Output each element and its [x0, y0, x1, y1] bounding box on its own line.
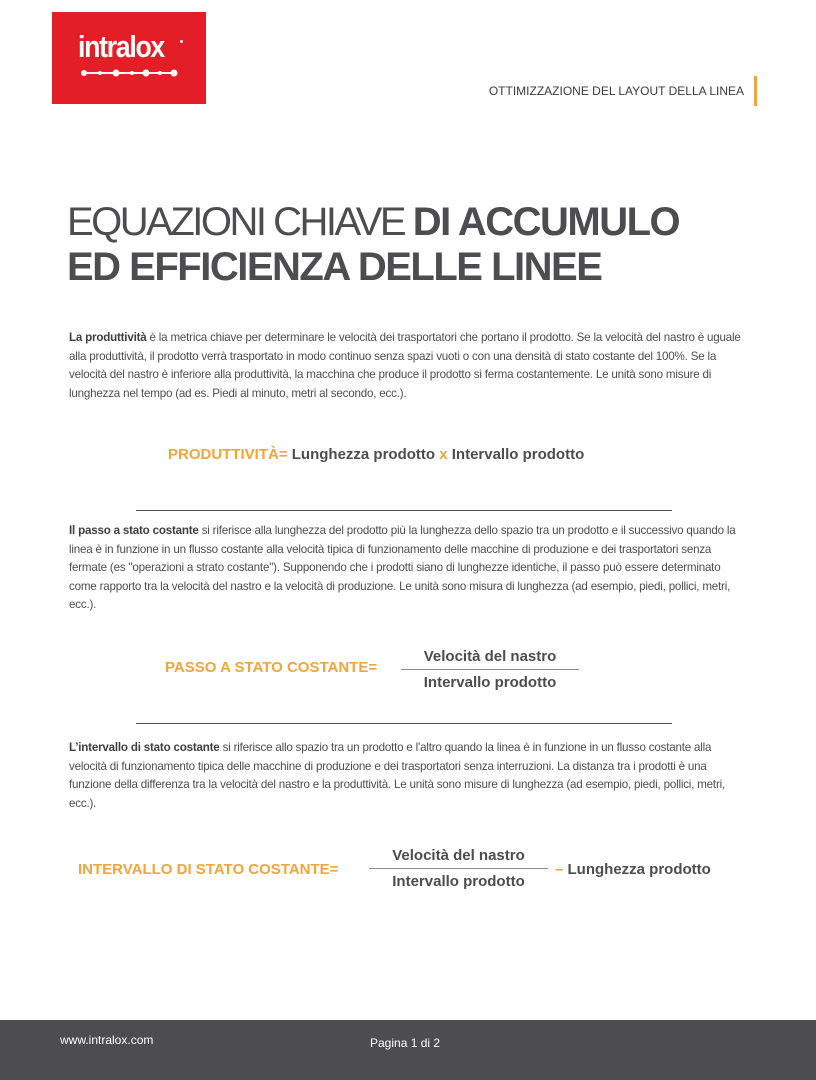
- paragraph-body: si riferisce alla lunghezza del prodotto più la lunghezza dello spazio tra un prodotto e il successivo quando la linea è in funzione in un flusso costante alla velocità tipica di funzionamento delle macchine di produzione e dei trasportatori senza fermate (es "operazioni a strato costante"). Supponendo che i prodotti siano di lunghezze identiche, il passo può essere determinato come rapporto tra la velocità del nastro e la velocità di produzione. Le unità sono misura di lunghezza (ad esempio, piedi, pollici, metri, ecc.).: [69, 524, 736, 611]
- pitch-fraction: [401, 648, 579, 691]
- interval-equation-tail: [555, 861, 711, 878]
- fraction-numerator: Velocità del nastro: [392, 847, 525, 864]
- equation-term: Lunghezza prodotto: [563, 861, 711, 878]
- title-light: EQUAZIONI CHIAVE: [67, 200, 413, 244]
- productivity-paragraph: [69, 329, 749, 403]
- paragraph-body: si riferisce allo spazio tra un prodotto e l'altro quando la linea è in funzione in un flusso costante alla velocità di funzionamento tipica delle macchine di produzione e dei trasportatori senza interruzioni. La distanza tra i prodotti è una funzione della differenza tra la velocità del nastro e la produttività. Le unità sono misure di lunghezza (ad esempio, piedi, pollici, metri, ecc.).: [69, 741, 726, 810]
- equation-term: Lunghezza prodotto: [287, 446, 440, 463]
- section-title: OTTIMIZZAZIONE DEL LAYOUT DELLA LINEA: [488, 84, 744, 98]
- interval-paragraph: [69, 739, 749, 813]
- pitch-equation-label: [165, 659, 377, 676]
- paragraph-lead: Il passo a stato costante: [69, 524, 199, 537]
- pitch-paragraph: [69, 522, 749, 615]
- paragraph-lead: L’intervallo di stato costante: [69, 741, 220, 754]
- fraction-denominator: Intervallo prodotto: [392, 873, 525, 890]
- page-footer: [0, 1020, 816, 1080]
- fraction-numerator: Velocità del nastro: [423, 648, 557, 665]
- equation-label: PRODUTTIVITÀ=: [168, 446, 288, 463]
- accent-bar: [754, 76, 757, 106]
- paragraph-body: è la metrica chiave per determinare le velocità dei trasportatori che portano il prodotto. Se la velocità del nastro è uguale alla produttività, il prodotto verrà trasportato in modo continuo senza spazi vuoti o con una densità di stato costante del 100%. Se la velocità del nastro è inferiore alla produttività, la macchina che produce il prodotto si ferma costantemente. Le unità sono misure di lunghezza nel tempo (ad es. Piedi al minuto, metri al secondo, ecc.).: [69, 331, 741, 400]
- logo-wordmark: intralox: [78, 29, 164, 64]
- equation-operator: –: [555, 861, 564, 878]
- registered-mark-icon: [180, 40, 183, 43]
- website-link[interactable]: www.intralox.com: [60, 1033, 154, 1047]
- title-bold-1: DI ACCUMULO: [412, 200, 680, 244]
- productivity-equation: [168, 446, 584, 463]
- page-title: [67, 200, 679, 290]
- chain-icon: [80, 68, 178, 78]
- equation-label: PASSO A STATO COSTANTE=: [165, 659, 378, 676]
- paragraph-lead: La produttività: [69, 331, 147, 344]
- intralox-logo: [52, 12, 206, 104]
- title-bold-2: ED EFFICIENZA DELLE LINEE: [67, 245, 602, 289]
- fraction-denominator: Intervallo prodotto: [423, 674, 557, 691]
- divider: [136, 723, 672, 724]
- divider: [136, 510, 672, 511]
- interval-equation-label: [78, 861, 338, 878]
- interval-fraction: [369, 847, 548, 890]
- equation-label: INTERVALLO DI STATO COSTANTE=: [78, 861, 339, 878]
- equation-operator: x: [439, 446, 448, 463]
- page-number: Pagina 1 di 2: [370, 1036, 441, 1050]
- equation-term: Intervallo prodotto: [447, 446, 585, 463]
